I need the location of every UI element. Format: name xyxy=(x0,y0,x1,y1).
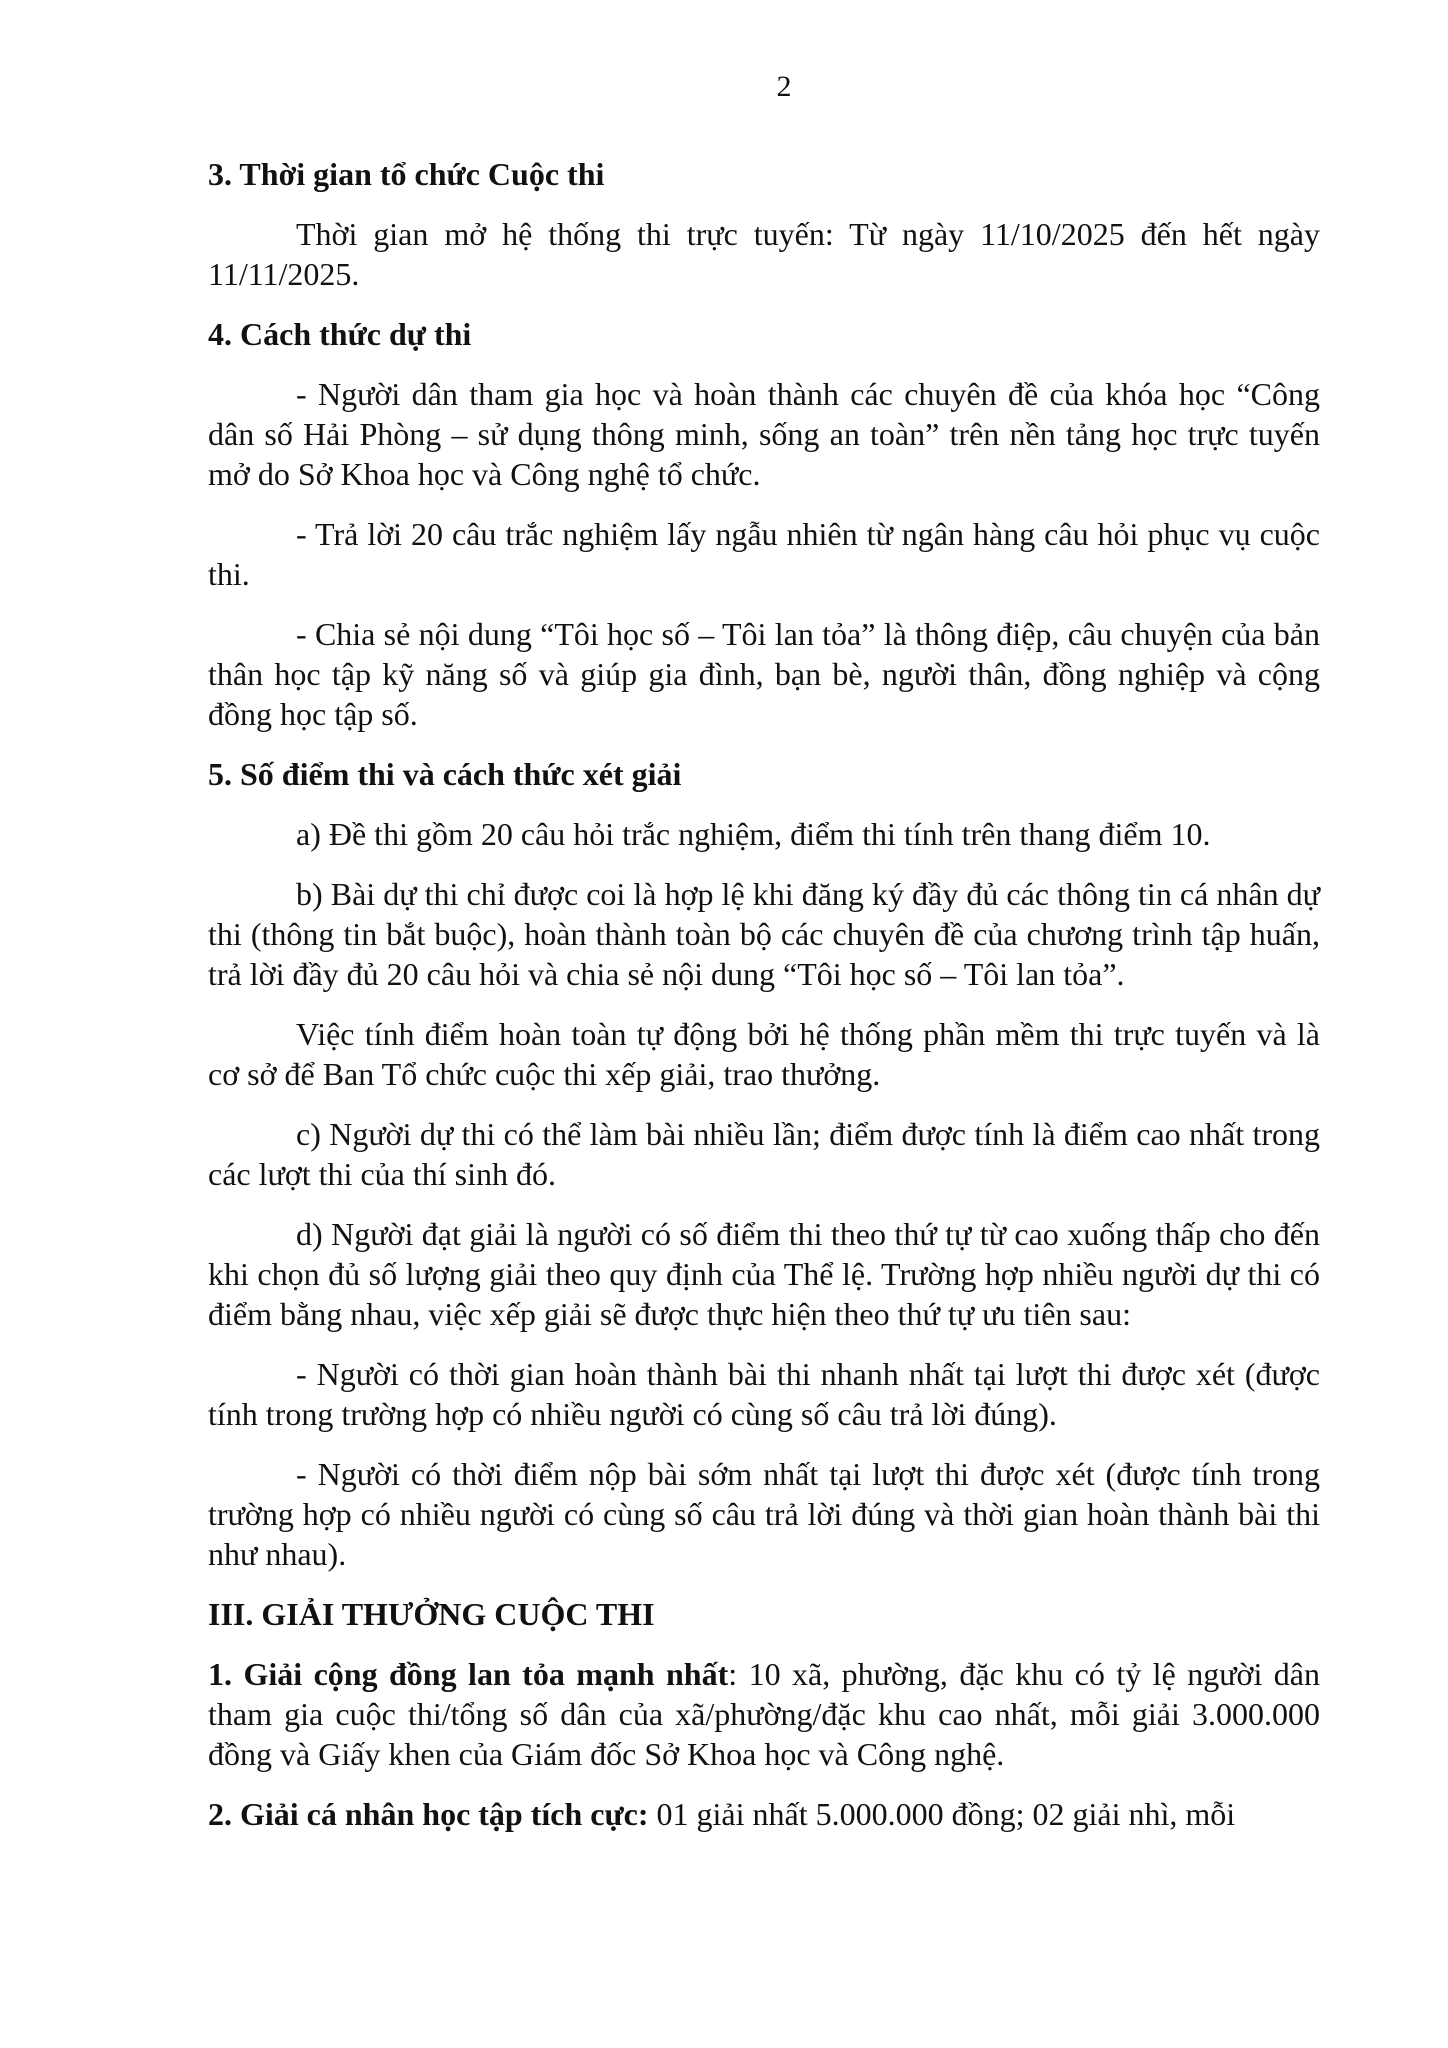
section-3-heading: 3. Thời gian tổ chức Cuộc thi xyxy=(208,156,605,192)
section-5-heading: 5. Số điểm thi và cách thức xét giải xyxy=(208,756,682,792)
section-5-item-b: b) Bài dự thi chỉ được coi là hợp lệ khi đăng ký đầy đủ các thông tin cá nhân dự thi (thông tin bắt buộc), hoàn thành toàn bộ các chuyên đề của chương trình tập huấn, trả lời đầy đủ 20 câu hỏi và chia sẻ nội dung “Tôi học số – Tôi lan tỏa”. xyxy=(208,876,1320,992)
prize-1-text: : 10 xã, phường, đặc khu có tỷ lệ người dân tham gia cuộc thi/tổng số dân của xã/phường/đặc khu cao nhất, mỗi giải 3.000.000 đồng và Giấy khen của Giám đốc Sở Khoa học và Công nghệ. xyxy=(208,1656,1321,1772)
page-number: 2 xyxy=(776,70,792,103)
section-5-item-c: c) Người dự thi có thể làm bài nhiều lần; điểm được tính là điểm cao nhất trong các lượt thi của thí sinh đó. xyxy=(208,1116,1320,1192)
section-4-paragraph-1: - Người dân tham gia học và hoàn thành các chuyên đề của khóa học “Công dân số Hải Phòng – sử dụng thông minh, sống an toàn” trên nền tảng học trực tuyến mở do Sở Khoa học và Công nghệ tổ chức. xyxy=(208,376,1320,492)
section-4-paragraph-3: - Chia sẻ nội dung “Tôi học số – Tôi lan tỏa” là thông điệp, câu chuyện của bản thân học tập kỹ năng số và giúp gia đình, bạn bè, người thân, đồng nghiệp và cộng đồng học tập số. xyxy=(208,616,1320,732)
prize-2-paragraph xyxy=(208,1794,1320,1834)
section-5-item-d-priority-2: - Người có thời điểm nộp bài sớm nhất tại lượt thi được xét (được tính trong trường hợp có nhiều người có cùng số câu trả lời đúng và thời gian hoàn thành bài thi như nhau). xyxy=(208,1456,1320,1572)
section-iii-heading: III. GIẢI THƯỞNG CUỘC THI xyxy=(208,1596,655,1632)
section-5-item-d: d) Người đạt giải là người có số điểm thi theo thứ tự từ cao xuống thấp cho đến khi chọn đủ số lượng giải theo quy định của Thể lệ. Trường hợp nhiều người dự thi có điểm bằng nhau, việc xếp giải sẽ được thực hiện theo thứ tự ưu tiên sau: xyxy=(208,1216,1320,1332)
prize-1-label: 1. Giải cộng đồng lan tỏa mạnh nhất xyxy=(208,1656,729,1692)
section-3-paragraph: Thời gian mở hệ thống thi trực tuyến: Từ ngày 11/10/2025 đến hết ngày 11/11/2025. xyxy=(208,216,1320,292)
prize-2-label: 2. Giải cá nhân học tập tích cực: xyxy=(208,1796,649,1832)
section-5-item-a: a) Đề thi gồm 20 câu hỏi trắc nghiệm, điểm thi tính trên thang điểm 10. xyxy=(296,816,1211,852)
section-5-item-b-note: Việc tính điểm hoàn toàn tự động bởi hệ thống phần mềm thi trực tuyến và là cơ sở để Ban Tổ chức cuộc thi xếp giải, trao thưởng. xyxy=(208,1016,1320,1092)
section-4-heading: 4. Cách thức dự thi xyxy=(208,316,472,352)
section-5-item-d-priority-1: - Người có thời gian hoàn thành bài thi nhanh nhất tại lượt thi được xét (được tính trong trường hợp có nhiều người có cùng số câu trả lời đúng). xyxy=(208,1356,1320,1432)
section-4-paragraph-2: - Trả lời 20 câu trắc nghiệm lấy ngẫu nhiên từ ngân hàng câu hỏi phục vụ cuộc thi. xyxy=(208,516,1320,592)
prize-2-text: 01 giải nhất 5.000.000 đồng; 02 giải nhì, mỗi xyxy=(648,1796,1236,1832)
prize-1-paragraph xyxy=(208,1654,1320,1774)
